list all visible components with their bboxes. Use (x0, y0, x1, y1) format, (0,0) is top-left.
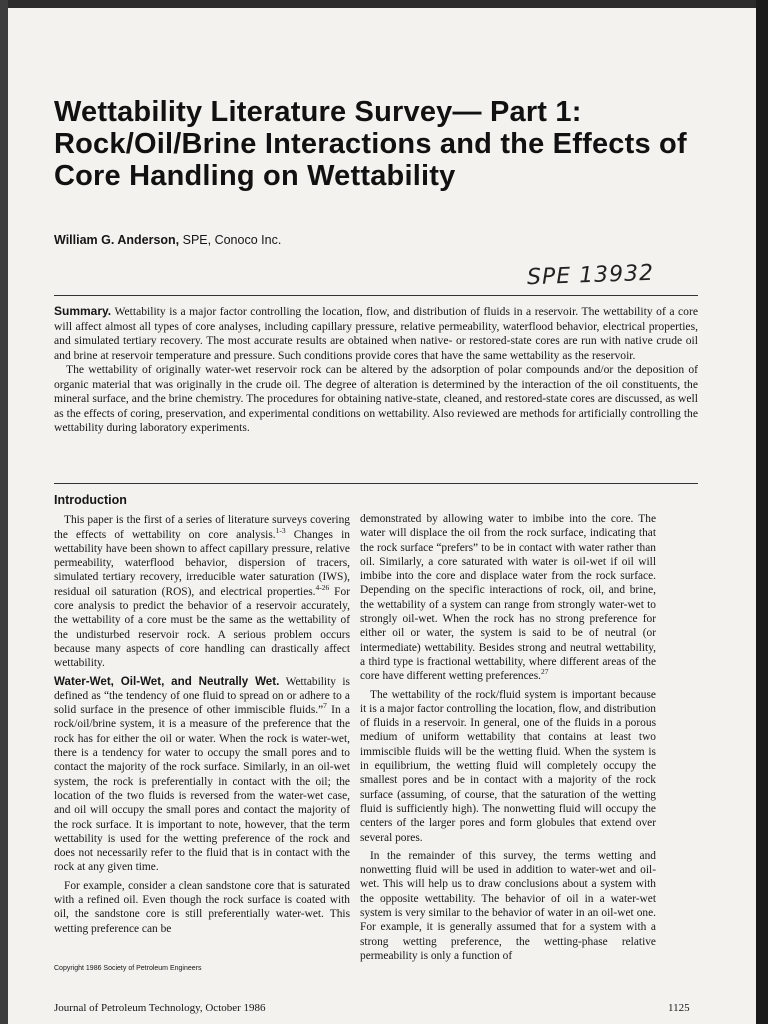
summary-rule-top (54, 295, 698, 296)
summary-paragraph-2: The wettability of originally water-wet reservoir rock can be altered by the adsorption of polar compounds and/or the deposition of organic material that was originally in the crude oil. The degree of alteration is determined by the interaction of the oil constituents, the mineral surface, and the brine chemistry. The procedures for obtaining native-state, cleaned, and restored-state cores are discussed, as well as the effects of coring, preservation, and experimental conditions on wettability. Also reviewed are methods for artificially controlling the wettability during laboratory experiments. (54, 363, 698, 434)
byline (54, 233, 281, 247)
copyright-notice: Copyright 1986 Society of Petroleum Engineers (54, 965, 202, 972)
wettability-text-a: Wettability is defined as “the tendency of one fluid to spread on or adhere to a solid surface in the presence of other immiscible fluids.” (54, 675, 350, 717)
left-column (54, 493, 350, 940)
wettability-paragraph (54, 675, 350, 875)
wettability-subheading: Water-Wet, Oil-Wet, and Neutrally Wet. (54, 674, 280, 688)
summary-block (54, 304, 698, 436)
scan-edge-right (756, 0, 768, 1024)
right-paragraph-3: In the remainder of this survey, the terms wetting and nonwetting fluid will be used in addition to water-wet and oil-wet. This will help us to draw conclusions about a system with the opposite wettability. The behavior of oil in a water-wet system is very similar to the behavior of water in an oil-wet one. For example, it is generally assumed that for a system with a strong wetting preference, the wetting-phase relative permeability is only a function of (360, 849, 656, 962)
page-number: 1125 (668, 1002, 690, 1014)
introduction-heading: Introduction (54, 493, 127, 507)
paper-title: Wettability Literature Survey— Part 1: Rock/Oil/Brine Interactions and the Effects of Core Handling on Wettability (54, 96, 687, 192)
handwritten-spe-number: SPE 13932 (526, 260, 655, 291)
right-column (360, 512, 656, 967)
ref-sup-4-26: 4-26 (315, 582, 330, 592)
ref-sup-1-3: 1-3 (275, 525, 286, 535)
summary-lead: Summary. (54, 304, 112, 318)
right-paragraph-1 (360, 512, 656, 684)
intro-paragraph-1 (54, 513, 350, 670)
example-paragraph: For example, consider a clean sandstone core that is saturated with a refined oil. Even though the rock surface is coated with oil, the sandstone core is still preferentially water-wet. This wetting preference can be (54, 879, 350, 935)
right-p1-text: demonstrated by allowing water to imbibe into the core. The water will displace the oil from the rock surface, indicating that the rock surface “prefers” to be in contact with water rather than oil. Similarly, a core saturated with water is oil-wet if oil will imbibe into the core and displace water from the rock surface. Depending on the specific interactions of rock, oil, and brine, the wettability of a system can range from strongly water-wet to strongly oil-wet. When the rock has no strong preference for either oil or water, the system is said to be of neutral (or intermediate) wettability. Besides strong and neutral wettability, a third type is fractional wettability, where different areas of the core have different wetting preferences. (360, 513, 656, 683)
ref-sup-27: 27 (541, 667, 549, 677)
intro-p1-text-a: This paper is the first of a series of literature surveys covering the effects of wettability on core analysis. (54, 514, 350, 541)
footer-journal: Journal of Petroleum Technology, October 1986 (54, 1002, 266, 1014)
wettability-text-b: In a rock/oil/brine system, it is a measure of the preference that the rock has for either the oil or water. When the rock is water-wet, there is a tendency for water to occupy the small pores and to contact the majority of the rock surface. Similarly, in an oil-wet system, the rock is preferentially in contact with the oil; the location of the two fluids is reversed from the water-wet case, and oil will occupy the small pores and contact the majority of the rock surface. It is important to note, however, that the term wettability is used for the wetting preference of the rock and does not necessarily refer to the fluid that is in contact with the rock at any given time. (54, 704, 350, 874)
summary-text-1: Wettability is a major factor controlling the location, flow, and distribution of fluids in a reservoir. The wettability of a core will affect almost all types of core analyses, including capillary pressure, relative permeability, waterflood behavior, electrical properties, and simulated tertiary recovery. The most accurate results are obtained when native- or restored-state cores are run with native crude oil and brine at reservoir temperature and pressure. Such conditions provide cores that have the same wettability as the reservoir. (54, 305, 698, 362)
author-affiliation: SPE, Conoco Inc. (182, 233, 282, 247)
summary-rule-bottom (54, 483, 698, 484)
author-name: William G. Anderson, (54, 233, 180, 247)
intro-p1-text-b: Changes in wettability have been shown to affect capillary pressure, relative permeability, waterflood behavior, dispersion of tracers, simulated tertiary recovery, irreducible water saturation (IWS), residual oil saturation (ROS), and electrical properties. (54, 528, 350, 598)
ref-sup-7: 7 (323, 701, 327, 711)
right-paragraph-2: The wettability of the rock/fluid system is important because it is a major factor controlling the location, flow, and distribution of fluids in a reservoir. In general, one of the fluids in a porous medium of uniform wettability that contains at least two immiscible fluids will be the wetting fluid. When the system is in equilibrium, the wetting fluid will completely occupy the smallest pores and be in contact with a majority of the rock surface (assuming, of course, that the saturation of the wetting fluid is sufficiently high). The nonwetting fluid will occupy the centers of the larger pores and form globules that extend over several pores. (360, 688, 656, 844)
scan-edge-left (0, 0, 8, 1024)
intro-p1-text-c: For core analysis to predict the behavior of a reservoir accurately, the wettability of a core must be the same as the wettability of the undisturbed reservoir rock. A serious problem occurs because many aspects of core handling can drastically affect wettability. (54, 585, 350, 670)
summary-paragraph-1 (54, 304, 698, 363)
